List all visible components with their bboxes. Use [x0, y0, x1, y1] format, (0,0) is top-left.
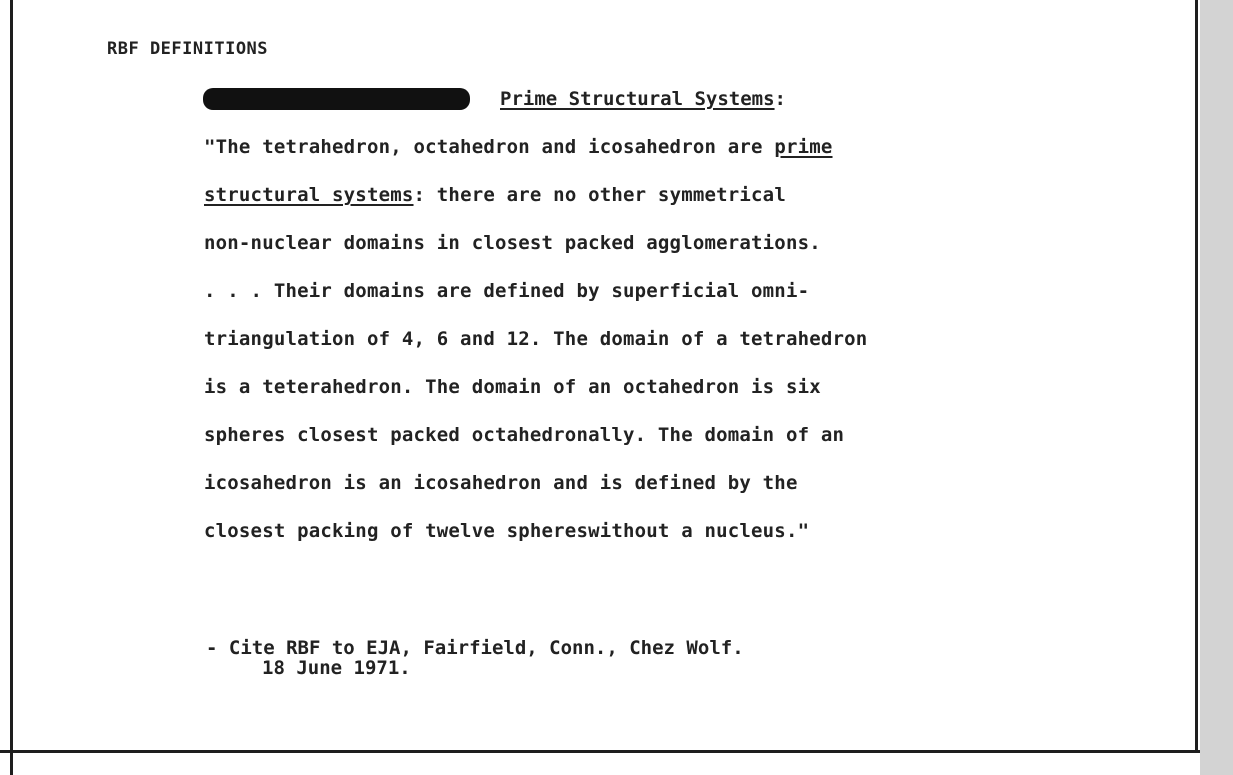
citation-date: 18 June 1971.: [262, 657, 411, 679]
body-line-4: . . . Their domains are defined by superficial omni-: [204, 280, 810, 302]
body-line-7: spheres closest packed octahedronally. The domain of an: [204, 424, 845, 446]
body-line-3: non-nuclear domains in closest packed agglomerations.: [204, 232, 821, 254]
body-line-2: [204, 184, 786, 206]
card-border-left: [10, 0, 13, 775]
body-line-6: is a teterahedron. The domain of an octahedron is six: [204, 376, 821, 398]
body-line-5: triangulation of 4, 6 and 12. The domain of a tetrahedron: [204, 328, 868, 350]
card-border-bottom: [0, 750, 1200, 753]
term-prime: prime: [774, 136, 833, 158]
section-title: [500, 88, 786, 110]
section-title-text: Prime Structural Systems: [500, 88, 775, 110]
body-line-9: closest packing of twelve sphereswithout a nucleus.": [204, 520, 810, 542]
body-line-1-text: "The tetrahedron, octahedron and icosahedron are: [204, 136, 775, 158]
document-header: RBF DEFINITIONS: [107, 39, 269, 59]
body-line-2-text: : there are no other symmetrical: [413, 184, 786, 206]
card-border-right: [1195, 0, 1198, 750]
body-line-8: icosahedron is an icosahedron and is defined by the: [204, 472, 798, 494]
scan-margin: [1200, 0, 1233, 775]
body-line-1: [204, 136, 833, 158]
redaction-bar: [203, 88, 470, 110]
citation: - Cite RBF to EJA, Fairfield, Conn., Chez Wolf.: [206, 637, 744, 659]
term-structural-systems: structural systems: [204, 184, 414, 206]
section-title-colon: :: [774, 88, 786, 110]
